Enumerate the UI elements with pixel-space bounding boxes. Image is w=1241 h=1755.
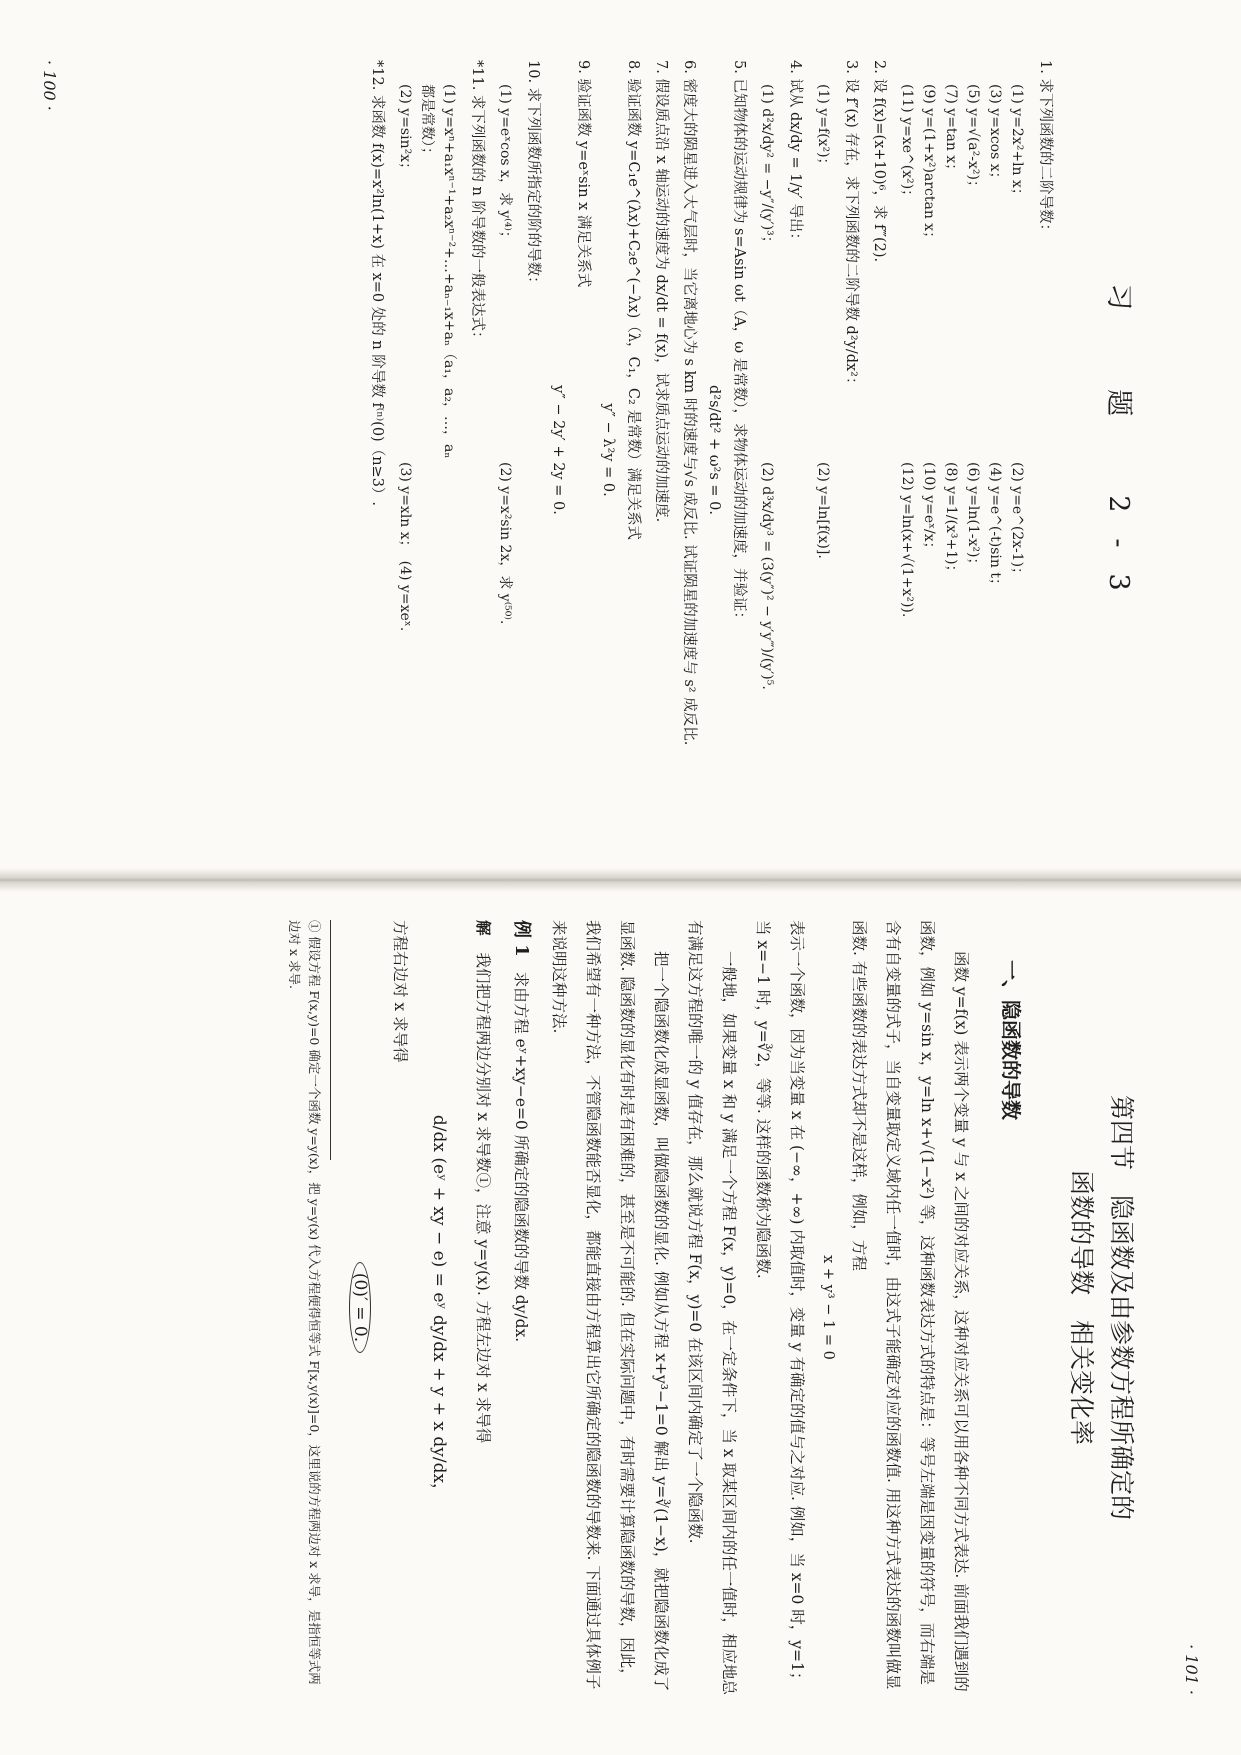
exercise-item: 9. 验证函数 y=eˣsin x 满足关系式 [575, 60, 591, 288]
example-1 [504, 920, 538, 1695]
formula-implicit-example: x + y³ − 1 = 0 [820, 1255, 836, 1360]
exercise-subitem: (12) y=ln(x+√(1+x²)). [899, 462, 915, 618]
exercise-subitem: (10) y=eˣ/x； [921, 462, 937, 556]
paragraph-general-case: 一般地，如果变量 x 和 y 满足一个方程 F(x，y)=0，在一定条件下，当 x 取某区间内的任一值时，相应地总有满足这方程的唯一的 y 值存在，那么就说方程 F(x，y)=0 在该区间内确定了一个隐函数. [686, 920, 738, 1695]
exercise-item: *12. 求函数 f(x)=x²ln(1+x) 在 x=0 处的 n 阶导数 f⁽ⁿ⁾(0)（n≥3）. [369, 60, 385, 507]
page-number-left: · 100 · [40, 60, 59, 111]
exercise-item: 5. 已知物体的运动规律为 s=Asin ωt（A，ω 是常数），求物体运动的加速度，并验证： [731, 60, 747, 626]
exercise-subitems [896, 60, 918, 840]
exercise-subitems [812, 60, 834, 840]
footnote-rule [330, 920, 331, 1160]
exercise-item: 2. 设 f(x)=(x+10)⁶，求 f‴(2). [871, 60, 887, 263]
exercise-subitem: (9) y=(1+x²)arctan x； [921, 84, 937, 246]
page-number-right: · 101 · [1182, 1644, 1201, 1695]
exercise-subitem: (5) y=√(a²-x²)； [965, 84, 981, 194]
example-text: 求由方程 eʸ+xy−e=0 所确定的隐函数的导数 dy/dx. [512, 971, 530, 1343]
exercise-subitems [940, 60, 962, 840]
exercise-item: 7. 假设质点沿 x 轴运动的速度为 dx/dt = f(x)，试求质点运动的加速度. [653, 60, 669, 523]
footnote: ① 假设方程 F(x,y)=0 确定一个函数 y=y(x)，把 y=y(x) 代入方程便得恒等式 F[x,y(x)]=0，这里说的方程两边对 x 求导，是指恒等式两边对 x 求导. [287, 920, 322, 1685]
exercise-subitem: (6) y=ln(1-x²)； [965, 462, 981, 572]
exercise-subitem: (1) y=f(x²)； [815, 84, 831, 172]
exercise-subitem: (2) y=ln[f(x)]. [815, 462, 831, 559]
exercise-subitems [984, 60, 1006, 840]
exercise-subitem: (1) d²x/dy² = −y″/(y′)³； [759, 84, 775, 250]
exercise-subitems [416, 60, 460, 840]
paragraph-explicit-functions: 函数 y=f(x) 表示两个变量 y 与 x 之间的对应关系，这种对应关系可以用各种不同方式表达. 前面我们遇到的函数，例如 y=sin x，y=ln x+√(1−x²) 等，这种函数表达方式的特点是：等号左端是因变量的符号，而右端是含有自变量的式子，当自变量取定义域内任一值时，由这式子能确定对应的函数值. 用这种方式表达的函数叫做显函数. 有些函数的表达方式却不是这样，例如，方程 [850, 920, 970, 1692]
exercise-subitems [918, 60, 940, 840]
exercise-subitem: (8) y=1/(x³+1)； [943, 462, 959, 579]
exercise-subitems [494, 60, 516, 840]
solution [466, 920, 500, 1695]
exercise-subitem: (3) y=xcos x； [987, 84, 1003, 186]
exercise-subitem: (4) y=e^(-t)sin t； [987, 462, 1003, 592]
exercise-item: 6. 密度大的陨星进入大气层时，当它离地心为 s km 时的速度与√s 成反比. 试证陨星的加速度与 s² 成反比. [681, 60, 697, 746]
exercise-subitems [1006, 60, 1028, 840]
right-page [0, 880, 1241, 1755]
paragraph-implicit-definition: 表示一个函数，因为当变量 x 在 (−∞，+∞) 内取值时，变量 y 有确定的值与之对应. 例如，当 x=0 时，y=1；当 x=−1 时，y=∛2，等等. 这样的函数称为隐函数. [754, 920, 806, 1688]
exercise-subitem: (3) y=xln x； (4) y=xeˣ. [397, 462, 413, 632]
section-title: 第四节 隐函数及由参数方程所确定的 [1107, 1094, 1136, 1520]
exercise-subitems [756, 60, 778, 840]
exercise-subitem [416, 462, 460, 840]
formula-right-derivative-value: (0)′ = 0. [349, 1262, 371, 1353]
exercise-item: 4. 试从 dx/dy = 1/y′ 导出： [787, 60, 803, 247]
exercise-item: *11. 求下列函数的 n 阶导数的一般表达式： [469, 60, 485, 346]
exercise-subitems [394, 60, 416, 840]
exercise-item: 3. 设 f″(x) 存在，求下列函数的二阶导数 d²y/dx²： [843, 60, 859, 392]
solution-text: 我们把方程两边分别对 x 求导数①，注意 y=y(x). 方程左边对 x 求导得 [474, 952, 492, 1444]
exercise-subitem: (1) y=eˣcos x，求 y⁽⁴⁾； [497, 84, 513, 245]
exercise-item: 8. 验证函数 y=C₁e^(λx)+C₂e^(−λx)（λ，C₁，C₂ 是常数）满足关系式 [625, 60, 641, 540]
formula-left-derivative: d/dx (eʸ + xy − e) = eʸ dy/dx + y + x dy/dx， [429, 1114, 449, 1501]
exercise-subitem: (2) y=e^(2x-1)； [1009, 462, 1025, 582]
right-side-text: 方程右边对 x 求导得 [391, 920, 409, 1063]
exercise-subitem: (2) y=x²sin 2x，求 y⁽⁵⁰⁾. [497, 462, 513, 625]
exercise-formula: y″ − 2y′ + 2y = 0. [550, 385, 566, 515]
exercise-subitem: (2) d³x/dy³ = (3(y″)² − y′y‴)/(y′)⁵. [759, 462, 775, 690]
section-title-line2: 函数的导数 相关变化率 [1067, 1169, 1096, 1445]
subsection-title: 一、隐函数的导数 [999, 960, 1023, 1120]
solution-label: 解 [474, 920, 493, 936]
exercise-item: 10. 求下列函数所指定的阶的导数： [525, 60, 541, 291]
formula-right-derivative [349, 920, 371, 1695]
exercise-subitem: (2) y=sin²x； [397, 84, 413, 177]
exercise-subitems [962, 60, 984, 840]
exercise-subitem: (1) y=2x²+ln x； [1009, 84, 1025, 202]
example-label: 例 1 [511, 920, 532, 957]
exercise-list [366, 60, 1056, 840]
exercise-item: 1. 求下列函数的二阶导数： [1037, 60, 1053, 238]
exercise-subitem: (11) y=xe^(x²)； [899, 84, 915, 204]
exercise-formula: d²s/dt² + ω²s = 0. [706, 385, 722, 515]
exercise-subitem: (7) y=tan x； [943, 84, 959, 178]
exercise-title: 习 题 2-3 [1103, 283, 1134, 617]
paragraph-explicitation: 把一个隐函数化成显函数，叫做隐函数的显化. 例如从方程 x+y³−1=0 解出 y=∛(1−x)，就把隐函数化成了显函数. 隐函数的显化有时是有困难的，甚至是不可能的. 但在实际问题中，有时需要计算隐函数的导数，因此，我们希望有一种方法，不管隐函数能否显化，都能直接由方程算出它所确定的隐函数的导数来. 下面通过具体例子来说明这种方法. [550, 920, 670, 1692]
exercise-formula: y″ − λ²y = 0. [600, 403, 616, 497]
exercise-subitem: (1) y=xⁿ+a₁xⁿ⁻¹+a₂xⁿ⁻²+…+aₙ₋₁x+aₙ（a₁，a₂，…，aₙ 都是常数）； [419, 84, 457, 459]
